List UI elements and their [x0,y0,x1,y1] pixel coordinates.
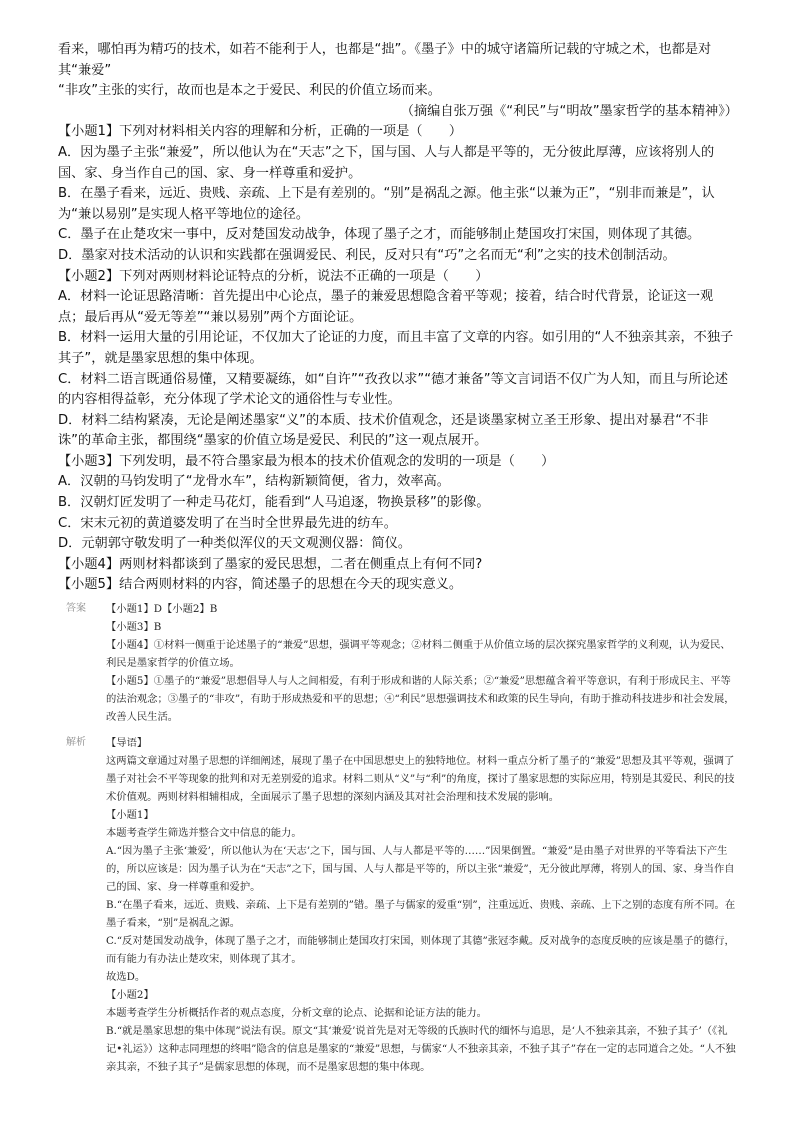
question-3-option-a: A．汉朝的马钧发明了“龙骨水车”，结构新颖简便，省力，效率高。 [58,474,450,490]
question-2-option-a: A．材料一论证思路清晰：首先提出中心论点，墨子的兼爱思想隐含着平等观；接着，结合时代背景，论证这一观点；最后再从“爱无等差”“兼以易别”两个方面论证。 [58,289,714,325]
analysis-line: B.“就是墨家思想的集中体现”说法有误。原文“其‘兼爱’说首先是对无等级的氏族时代的缅怀与追思，是‘人不独亲其亲，不独子其子’（《礼记•礼运》）这种志同理想的终唱”隐含的信息是墨家的“兼爱”思想，与儒家“人不独亲其亲，不独子其子”存在一定的志同道合之处。“人不独亲其亲，不独子其子”是儒家思想的体现，而不是墨家思想的集中体现。 [106,1025,736,1073]
analysis-line: 本题考查学生筛选并整合文中信息的能力。 [106,827,302,839]
answer-section [66,600,736,1076]
passage-line: “非攻”主张的实行，故而也是本之于爱民、利民的价值立场而来。 [58,83,441,99]
analysis-line: C.“反对楚国发动战争，体现了墨子之才，而能够制止楚国攻打宋国，则体现了其德”张冠李戴。反对战争的态度反映的应该是墨子的德行，而有能力有办法止楚攻宋，则体现了其才。 [106,935,735,965]
question-2-option-c: C．材料二语言既通俗易懂，又精要凝练，如“自许”“孜孜以求”“德才兼备”等文言词语不仅广为人知，而且与所论述的内容相得益彰，充分体现了学术论文的通俗性与专业性。 [58,371,729,408]
question-1-option-a: A．因为墨子主张“兼爱”，所以他认为在“天志”之下，国与国、人与人都是平等的，无分彼此厚薄，应该将别人的国、家、身当作自己的国、家、身一样尊重和爱护。 [58,144,715,181]
question-1-option-b: B．在墨子看来，远近、贵贱、亲疏、上下是有差别的。“别”是祸乱之源。他主张“以兼为正”，“别非而兼是”，认为“兼以易别”是实现人格平等地位的途径。 [58,186,715,222]
analysis-line: 【导语】 [106,737,148,749]
question-3-option-b: B．汉朝灯匠发明了一种走马花灯，能看到“人马追逐，物换景移”的影像。 [58,495,490,511]
analysis-line: 故选D。 [106,971,146,983]
passage-line: 看来，哪怕再为精巧的技术，如若不能利于人，也都是“拙”。《墨子》中的城守诸篇所记载的守城之术，也都是对其“兼爱” [58,42,712,78]
answer-line: 【小题5】①墨子的“兼爱”思想倡导人与人之间相爱，有利于形成和谐的人际关系；②“兼爱”思想蕴含着平等意识，有利于形成民主、平等的法治观念；③墨子的“非攻”，有助于形成热爱和平的思想；④“利民”思想强调技术和政策的民生导向，有助于推动科技进步和社会发展，改善人民生活。 [106,675,735,723]
question-3-stem: 【小题3】下列发明，最不符合墨家最为根本的技术价值观念的发明的一项是（ ） [58,453,555,469]
answer-label: 答案 [66,603,86,614]
question-4-stem: 【小题4】两则材料都谈到了墨家的爱民思想，二者在侧重点上有何不同? [58,556,483,572]
answer-line: 【小题3】B [106,621,162,633]
analysis-label: 解析 [66,737,86,748]
analysis-line: B.“在墨子看来，远近、贵贱、亲疏、上下是有差别的”错。墨子与儒家的爱重“别”，注重远近、贵贱、亲疏、上下之别的态度有所不同。在墨子看来，“别”是祸乱之源。 [106,899,736,929]
analysis-line: 本题考查学生分析概括作者的观点态度，分析文章的论点、论据和论证方法的能力。 [106,1007,487,1019]
question-2-option-d: D．材料二结构紧凑，无论是阐述墨家“义”的本质、技术价值观念，还是谈墨家树立圣王形象、提出对暴君“不非诛”的革命主张，都围绕“墨家的价值立场是爱民、利民的”这一观点展开。 [58,412,709,449]
question-1-stem: 【小题1】下列对材料相关内容的理解和分析，正确的一项是（ ） [58,124,463,140]
passage-citation: （摘编自张万强《“利民”与“明故”墨家哲学的基本精神》） [400,103,738,119]
analysis-line: 【小题1】 [106,809,154,821]
analysis-line: 【小题2】 [106,989,154,1001]
analysis-line: A.“因为墨子主张‘兼爱’，所以他认为在‘天志’之下，国与国、人与人都是平等的……”因果倒置。“兼爱”是由墨子对世界的平等看法下产生的，所以应该是：因为墨子认为在“天志”之下，国与国、人与人都是平等的，所以主张“兼爱”，无分彼此厚薄，将别人的国、家、身当作自己的国、家、身一样尊重和爱护。 [106,845,735,893]
question-5-stem: 【小题5】结合两则材料的内容，简述墨子的思想在今天的现实意义。 [58,577,463,593]
question-1-option-c: C．墨子在止楚攻宋一事中，反对楚国发动战争，体现了墨子之才，而能够制止楚国攻打宋国，则体现了其德。 [58,227,701,243]
analysis-block [66,734,736,1076]
question-1-option-d: D．墨家对技术活动的认识和实践都在强调爱民、利民，反对只有“巧”之名而无“利”之实的技术创制活动。 [58,247,676,263]
answer-line: 【小题4】①材料一侧重于论述墨子的“兼爱”思想，强调平等观念；②材料二侧重于从价值立场的层次探究墨家哲学的义利观，认为爱民、利民是墨家哲学的价值立场。 [106,639,731,669]
question-2-option-b: B．材料一运用大量的引用论证，不仅加大了论证的力度，而且丰富了文章的内容。如引用的“人不独亲其亲，不独子其子”，就是墨家思想的集中体现。 [58,330,734,366]
question-2-stem: 【小题2】下列对两则材料论证特点的分析，说法不正确的一项是（ ） [58,268,489,284]
answer-block [66,600,736,726]
question-3-option-c: C．宋末元初的黄道婆发明了在当时全世界最先进的纺车。 [58,515,397,531]
analysis-line: 这两篇文章通过对墨子思想的详细阐述，展现了墨子在中国思想史上的独特地位。材料一重点分析了墨子的“兼爱”思想及其平等观，强调了墨子对社会不平等现象的批判和对无差别爱的追求。材料二则从“义”与“利”的角度，探讨了墨家思想的实际应用，特别是其爱民、利民的技术价值观。两则材料相辅相成，全面展示了墨子思想的深刻内涵及其对社会治理和技术发展的影响。 [106,755,735,803]
passage-and-questions [58,40,738,596]
answer-line: 【小题1】D【小题2】B [106,603,218,615]
question-3-option-d: D．元朝郭守敬发明了一种类似浑仪的天文观测仪器：简仪。 [58,536,412,552]
